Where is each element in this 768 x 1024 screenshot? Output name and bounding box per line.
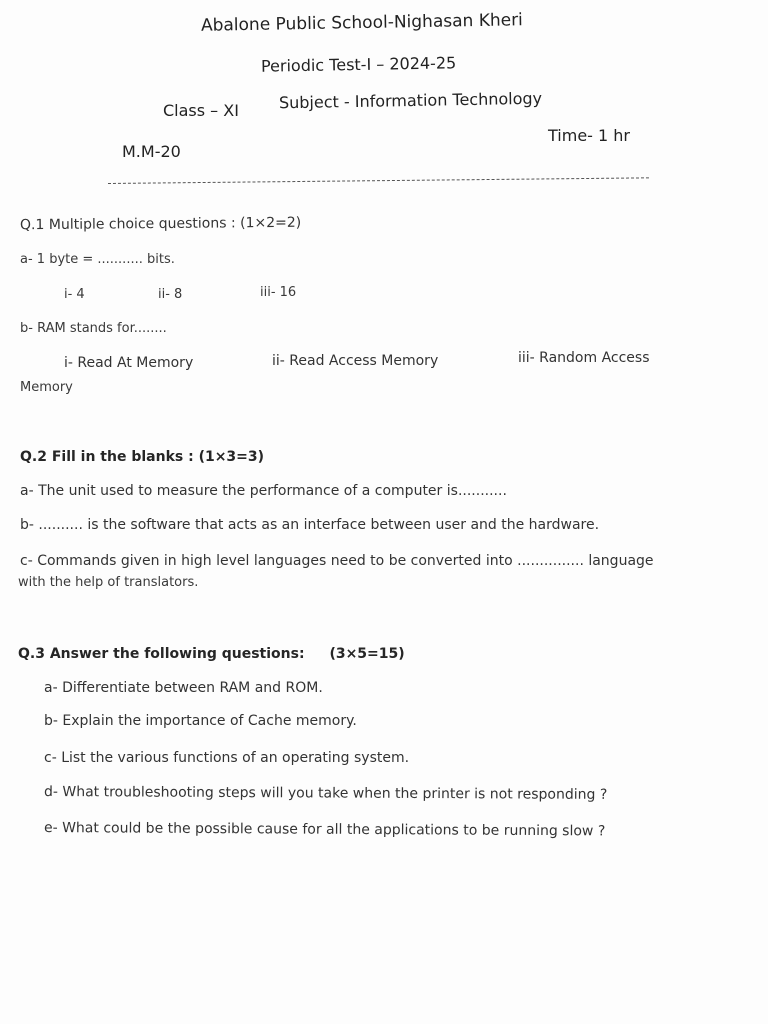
q2-marks: : (1×3=3) [188, 449, 265, 465]
q3-title: Q.3 Answer the following questions: [18, 646, 305, 662]
q1-b-option-2: ii- Read Access Memory [272, 353, 439, 369]
q3-heading [18, 646, 405, 662]
q2-title: Q.2 Fill in the blanks [20, 449, 184, 465]
q1-a-option-3: iii- 16 [260, 285, 297, 300]
q3-item-c: c- List the various functions of an operating system. [44, 750, 410, 766]
q1-b-option-3-wrap: Memory [20, 380, 73, 395]
q2-c-text-line1: c- Commands given in high level languages need to be converted into ............... language [20, 553, 654, 569]
q1-b-text: b- RAM stands for........ [20, 321, 167, 336]
q2-b-text: b- .......... is the software that acts as an interface between user and the hardware. [20, 517, 600, 533]
q2-c-text-line2: with the help of translators. [18, 575, 199, 590]
q1-heading [20, 215, 301, 234]
q1-title: Q.1 Multiple choice questions [19, 215, 227, 234]
q1-marks: : (1×2=2) [230, 214, 302, 232]
max-marks-label: M.M-20 [122, 142, 181, 161]
q1-a-text: a- 1 byte = ........... bits. [20, 252, 175, 267]
q1-a-option-2: ii- 8 [158, 287, 183, 302]
subject-label: Subject - Information Technology [278, 88, 543, 113]
header-divider [108, 177, 649, 184]
q3-marks: (3×5=15) [329, 646, 405, 662]
q3-item-d: d- What troubleshooting steps will you take when the printer is not responding ? [43, 784, 608, 803]
school-name: Abalone Public School-Nighasan Kheri [200, 10, 523, 36]
q1-a-option-1: i- 4 [64, 287, 85, 302]
q3-item-e: e- What could be the possible cause for all the applications to be running slow ? [43, 820, 606, 840]
test-title: Periodic Test-I – 2024-25 [260, 53, 457, 76]
q2-a-text: a- The unit used to measure the performance of a computer is........... [20, 483, 507, 499]
time-label: Time- 1 hr [548, 126, 630, 145]
q1-b-option-3: iii- Random Access [518, 350, 650, 366]
q3-item-a: a- Differentiate between RAM and ROM. [44, 680, 323, 696]
q3-item-b: b- Explain the importance of Cache memory. [44, 713, 357, 729]
q2-heading [20, 449, 264, 465]
q1-b-option-1: i- Read At Memory [64, 355, 194, 371]
class-label: Class – XI [163, 101, 239, 120]
